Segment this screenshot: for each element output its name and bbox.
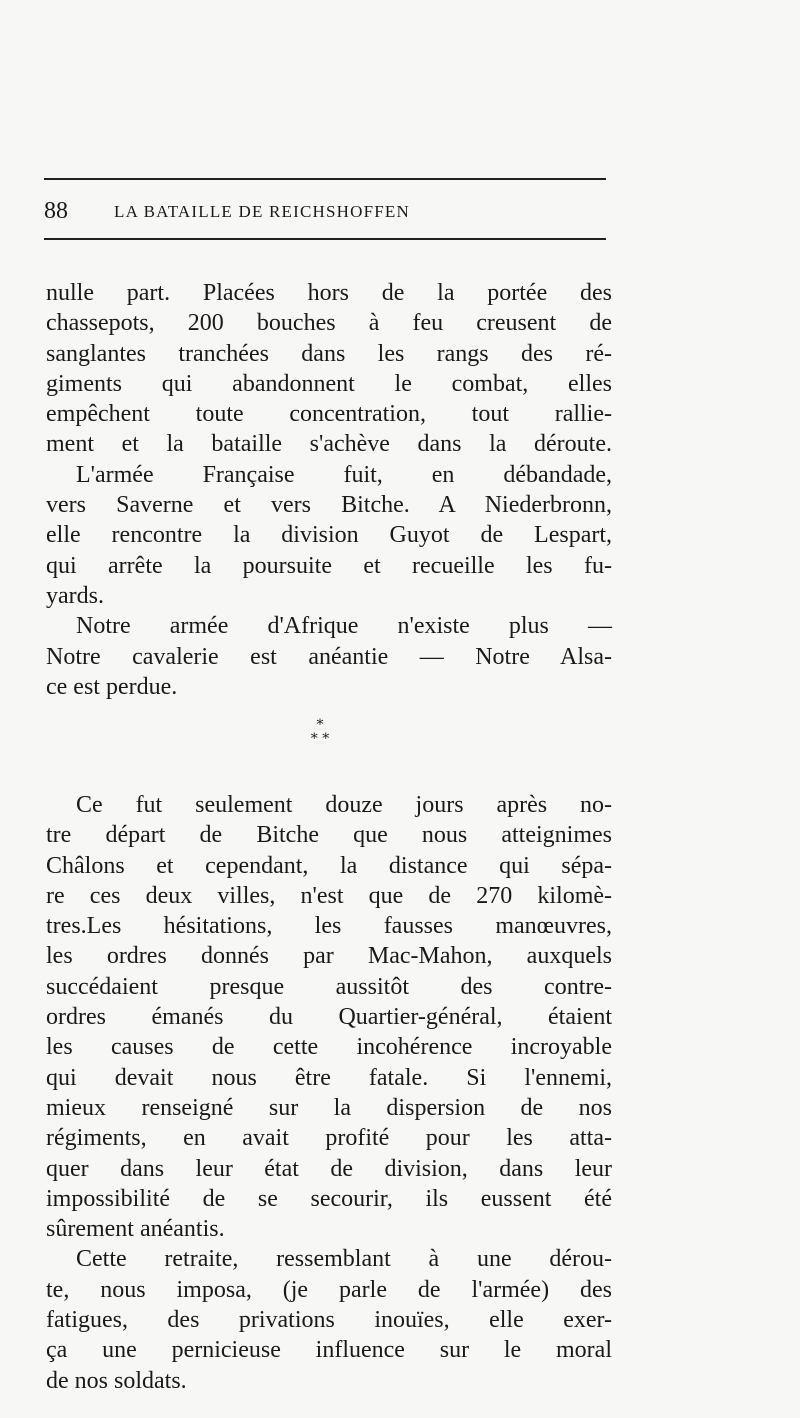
text-line: te, nous imposa, (je parle de l'armée) des: [46, 1276, 612, 1303]
text-block-lower: [46, 790, 612, 1396]
text-line: Ce fut seulement douze jours après no-: [76, 792, 612, 818]
text-line: tres.Les hésitations, les fausses manœuvres,: [46, 913, 612, 940]
header-rule-bottom: [44, 238, 606, 240]
text-block-upper: [46, 278, 612, 702]
text-line: impossibilité de se secourir, ils eussent été: [46, 1185, 612, 1212]
paragraph: [46, 611, 612, 702]
page-number: 88: [44, 198, 68, 224]
text-line: ça une pernicieuse influence sur le moral: [46, 1337, 612, 1364]
text-line: sanglantes tranchées dans les rangs des ré-: [46, 340, 612, 367]
text-line: ment et la bataille s'achève dans la déroute.: [46, 431, 612, 458]
text-line: Notre cavalerie est anéantie — Notre Alsa-: [46, 643, 612, 670]
running-title: LA BATAILLE DE REICHSHOFFEN: [114, 202, 410, 221]
text-line: Cette retraite, ressemblant à une dérou-: [76, 1246, 612, 1273]
asterism-top: *: [316, 717, 324, 733]
text-line: re ces deux villes, n'est que de 270 kilomè-: [46, 882, 612, 909]
text-line: régiments, en avait profité pour les atta-: [46, 1125, 612, 1152]
text-line: qui arrête la poursuite et recueille les fu-: [46, 552, 612, 579]
text-line: tre départ de Bitche que nous atteignimes: [46, 822, 612, 849]
text-line: yards.: [46, 582, 104, 609]
asterism-separator: [300, 718, 340, 752]
text-line: quer dans leur état de division, dans leur: [46, 1155, 612, 1182]
paragraph: [46, 1244, 612, 1395]
text-line: Châlons et cependant, la distance qui sépa-: [46, 852, 612, 879]
paragraph: [46, 278, 612, 460]
text-line: ce est perdue.: [46, 673, 178, 700]
text-line: chassepots, 200 bouches à feu creusent de: [46, 310, 612, 337]
running-header: [44, 196, 606, 226]
text-line: les ordres donnés par Mac-Mahon, auxquels: [46, 943, 612, 970]
text-line: nulle part. Placées hors de la portée des: [46, 280, 612, 306]
asterism-bottom: * *: [310, 731, 330, 747]
text-line: empêchent toute concentration, tout rallie-: [46, 401, 612, 428]
text-line: ordres émanés du Quartier-général, étaient: [46, 1004, 612, 1031]
paragraph: [46, 460, 612, 611]
text-line: qui devait nous être fatale. Si l'ennemi,: [46, 1064, 612, 1091]
text-line: giments qui abandonnent le combat, elles: [46, 370, 612, 397]
text-line: de nos soldats.: [46, 1367, 187, 1394]
text-line: L'armée Française fuit, en débandade,: [76, 461, 612, 488]
text-line: fatigues, des privations inouïes, elle exer-: [46, 1307, 612, 1334]
text-line: succédaient presque aussitôt des contre-: [46, 973, 612, 1000]
text-line: Notre armée d'Afrique n'existe plus —: [76, 613, 612, 640]
text-line: mieux renseigné sur la dispersion de nos: [46, 1094, 612, 1121]
text-line: vers Saverne et vers Bitche. A Niederbronn,: [46, 492, 612, 519]
paragraph: [46, 790, 612, 1244]
header-rule-top: [44, 178, 606, 180]
text-line: elle rencontre la division Guyot de Lespart,: [46, 522, 612, 549]
text-line: les causes de cette incohérence incroyable: [46, 1034, 612, 1061]
text-line: sûrement anéantis.: [46, 1216, 225, 1243]
